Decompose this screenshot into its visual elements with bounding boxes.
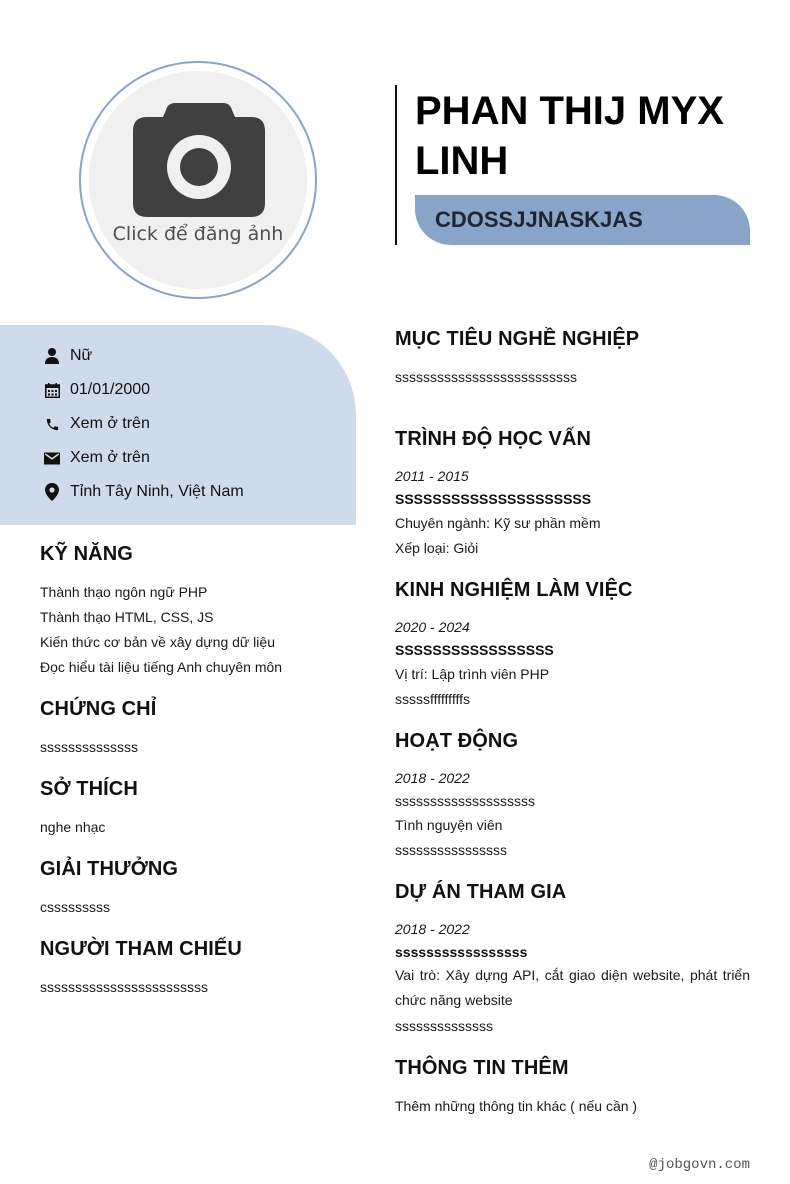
phone-icon (42, 414, 62, 434)
experience-company[interactable]: SSSSSSSSSSSSSSSSS (395, 642, 554, 658)
skill-item[interactable]: Kiến thức cơ bản về xây dựng dữ liệu (40, 634, 275, 650)
calendar-icon (42, 380, 62, 400)
mail-icon (42, 448, 62, 468)
skill-item[interactable]: Thành thạo ngôn ngữ PHP (40, 584, 208, 600)
activities-role[interactable]: Tình nguyện viên (395, 817, 503, 833)
hobbies-text[interactable]: nghe nhạc (40, 819, 106, 835)
education-grade[interactable]: Xếp loại: Giỏi (395, 540, 479, 556)
contact-phone[interactable] (42, 413, 150, 435)
experience-desc[interactable]: sssssfffffffffs (395, 691, 470, 707)
experience-title: KINH NGHIỆM LÀM VIỆC (395, 579, 633, 601)
certificates-text[interactable]: ssssssssssssss (40, 739, 138, 755)
email-text: Xem ở trên (70, 449, 150, 466)
full-name[interactable]: PHAN THIJ MYX LINH (415, 89, 724, 183)
education-major[interactable]: Chuyên ngành: Kỹ sư phần mềm (395, 515, 601, 531)
address-text: Tỉnh Tây Ninh, Việt Nam (70, 483, 244, 500)
contact-address[interactable] (42, 481, 244, 503)
activities-org[interactable]: ssssssssssssssssssss (395, 793, 535, 809)
job-title-banner (415, 195, 750, 245)
person-icon (42, 346, 62, 366)
hobbies-title: SỞ THÍCH (40, 778, 138, 800)
contact-email[interactable] (42, 447, 150, 469)
footer-brand: @jobgovn.com (649, 1157, 750, 1173)
experience-date[interactable]: 2020 - 2024 (395, 619, 470, 635)
contact-birthday[interactable] (42, 379, 150, 401)
references-text[interactable]: ssssssssssssssssssssssss (40, 979, 208, 995)
phone-text: Xem ở trên (70, 415, 150, 432)
additional-text[interactable]: Thêm những thông tin khác ( nếu cần ) (395, 1098, 638, 1114)
skill-item[interactable]: Đọc hiểu tài liệu tiếng Anh chuyên môn (40, 659, 283, 675)
avatar-caption: Click để đăng ảnh (112, 223, 284, 245)
birthday-text: 01/01/2000 (70, 381, 151, 398)
name-divider (395, 85, 397, 245)
camera-icon (133, 103, 265, 219)
skills-title: KỸ NĂNG (40, 543, 133, 565)
education-title: TRÌNH ĐỘ HỌC VẤN (395, 428, 592, 450)
objective-text[interactable]: ssssssssssssssssssssssssss (395, 369, 577, 385)
certificates-title: CHỨNG CHỈ (40, 698, 157, 720)
references-title: NGƯỜI THAM CHIẾU (40, 938, 242, 960)
awards-title: GIẢI THƯỞNG (40, 858, 179, 880)
avatar-upload[interactable] (79, 61, 317, 299)
job-title[interactable]: CDOSSJJNASKJAS (435, 207, 643, 232)
gender-text: Nữ (70, 347, 93, 364)
objective-title: MỤC TIÊU NGHỀ NGHIỆP (395, 328, 640, 350)
contact-panel (0, 325, 356, 525)
activities-title: HOẠT ĐỘNG (395, 730, 519, 752)
projects-title: DỰ ÁN THAM GIA (395, 881, 567, 903)
contact-gender[interactable] (42, 345, 92, 367)
additional-title: THÔNG TIN THÊM (395, 1057, 569, 1079)
skill-item[interactable]: Thành thạo HTML, CSS, JS (40, 609, 214, 625)
experience-position[interactable]: Vị trí: Lập trình viên PHP (395, 666, 550, 682)
projects-desc[interactable]: ssssssssssssss (395, 1018, 493, 1034)
location-pin-icon (42, 482, 62, 502)
avatar-placeholder (89, 71, 307, 289)
education-school[interactable]: SSSSSSSSSSSSSSSSSSSSS (395, 491, 592, 507)
awards-text[interactable]: csssssssss (40, 899, 110, 915)
activities-date[interactable]: 2018 - 2022 (395, 770, 470, 786)
education-date[interactable]: 2011 - 2015 (395, 468, 469, 484)
projects-date[interactable]: 2018 - 2022 (395, 921, 470, 937)
projects-name[interactable]: sssssssssssssssss (395, 944, 528, 960)
projects-role[interactable]: Vai trò: Xây dựng API, cắt giao diện website, phát triển chức năng website (395, 967, 750, 1008)
activities-desc[interactable]: ssssssssssssssss (395, 842, 507, 858)
